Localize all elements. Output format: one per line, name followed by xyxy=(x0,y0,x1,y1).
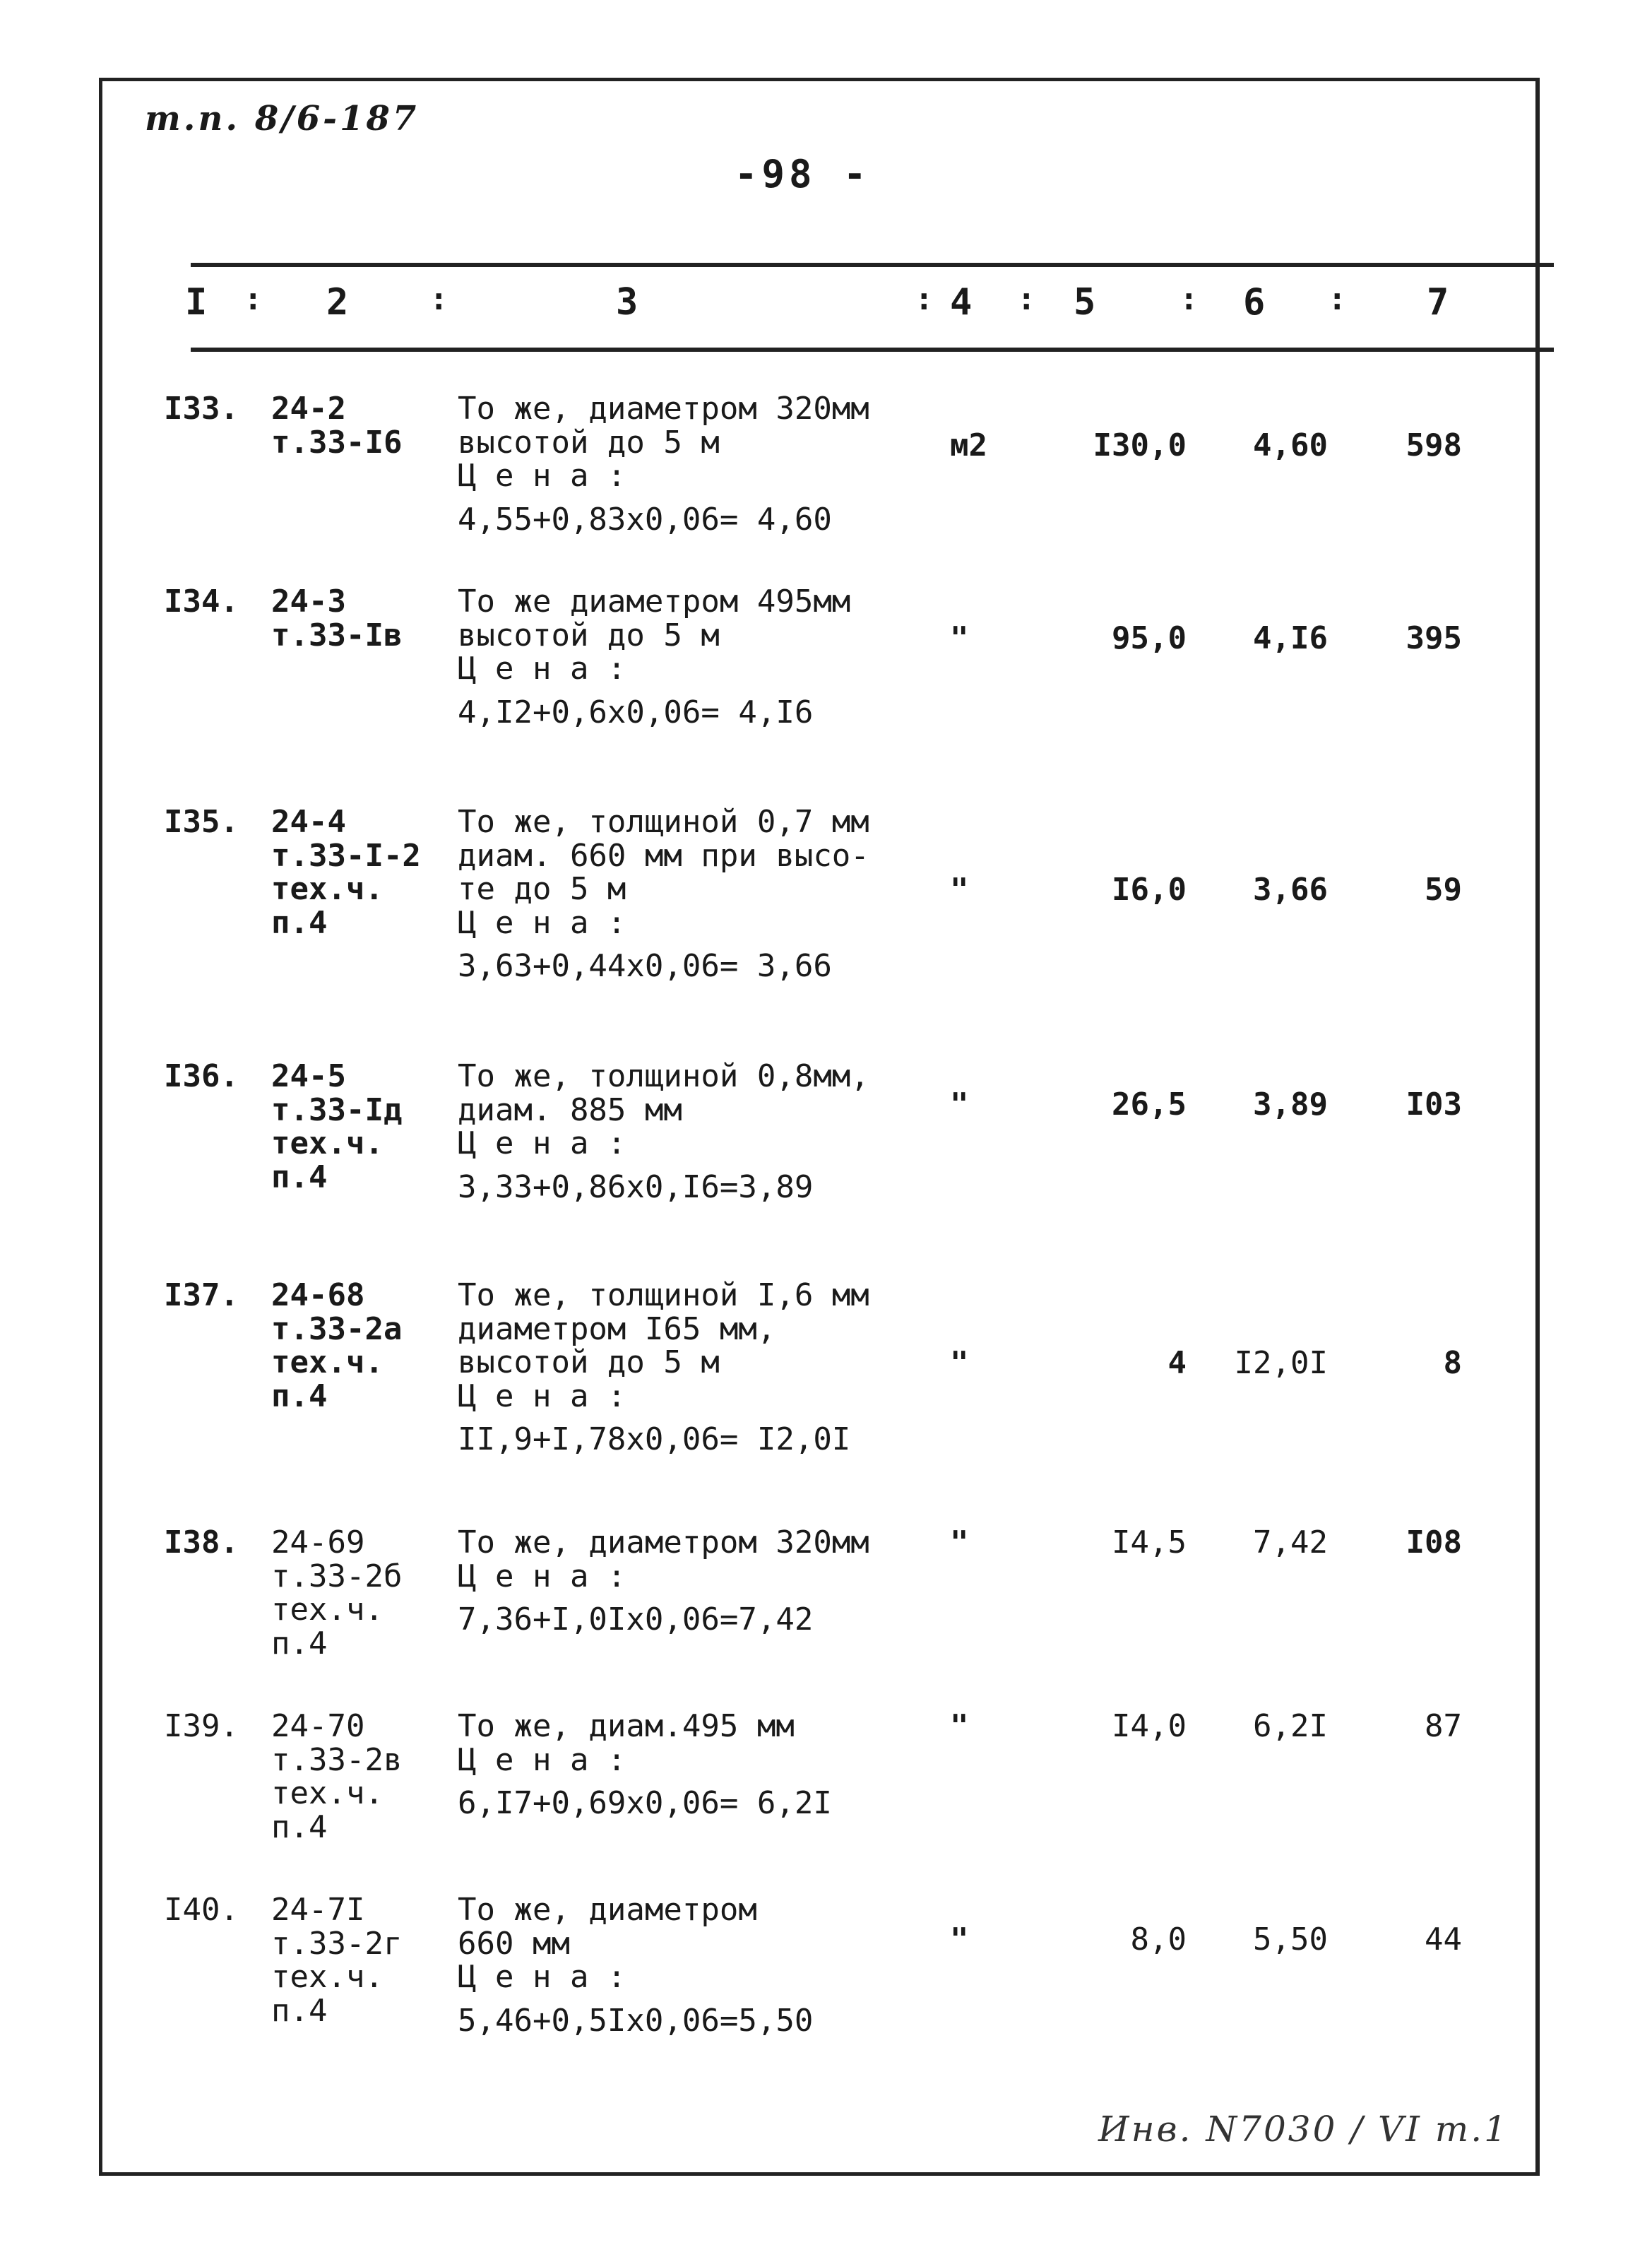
row-unit: м2 xyxy=(950,427,987,463)
table-rule-top xyxy=(191,263,1554,267)
row-code: 24-5 т.33-Iд тех.ч. п.4 xyxy=(271,1058,403,1195)
row-number: I38. xyxy=(164,1524,239,1560)
row-quantity: 26,5 xyxy=(1112,1086,1187,1122)
row-formula: 4,I2+0,6х0,06= 4,I6 xyxy=(458,694,814,730)
row-price: I2,0I xyxy=(1234,1345,1328,1381)
row-formula: 3,33+0,86х0,I6=3,89 xyxy=(458,1168,814,1205)
row-unit: " xyxy=(950,872,969,908)
row-description: То же, толщиной I,6 мм диаметром I65 мм, высотой до 5 м Ц е н а : II,9+I,78х0,06= I2,0I xyxy=(458,1279,938,1457)
col-header-6: 6 xyxy=(1243,281,1266,324)
row-price: 3,66 xyxy=(1253,872,1328,908)
document-code: т.п. 8/6-187 xyxy=(145,99,420,138)
col-separator: : xyxy=(244,281,263,317)
row-price: 5,50 xyxy=(1253,1921,1328,1957)
row-total: 87 xyxy=(1425,1708,1462,1744)
row-number: I37. xyxy=(164,1277,239,1313)
row-code: 24-4 т.33-I-2 тех.ч. п.4 xyxy=(271,804,421,941)
row-price: 7,42 xyxy=(1253,1524,1328,1560)
row-number: I34. xyxy=(164,584,239,620)
column-headers xyxy=(0,281,1652,338)
col-header-1: I xyxy=(185,281,208,324)
row-quantity: 95,0 xyxy=(1112,620,1187,656)
row-description: То же диаметром 495мм высотой до 5 м Ц е н а : 4,I2+0,6х0,06= 4,I6 xyxy=(458,585,938,729)
row-total: I03 xyxy=(1406,1086,1462,1122)
row-quantity: I6,0 xyxy=(1112,872,1187,908)
row-code: 24-7I т.33-2г тех.ч. п.4 xyxy=(271,1892,403,2029)
row-total: I08 xyxy=(1406,1524,1462,1560)
col-separator: : xyxy=(915,281,934,317)
col-separator: : xyxy=(1328,281,1347,317)
row-description: То же, диаметром 320мм Ц е н а : 7,36+I,0Iх0,06=7,42 xyxy=(458,1526,938,1637)
row-formula: II,9+I,78х0,06= I2,0I xyxy=(458,1421,851,1458)
page-number: -98 - xyxy=(735,152,871,196)
row-description: То же, диаметром 660 мм Ц е н а : 5,46+0,5Iх0,06=5,50 xyxy=(458,1893,938,2037)
row-formula: 7,36+I,0Iх0,06=7,42 xyxy=(458,1601,814,1638)
col-header-7: 7 xyxy=(1427,281,1449,324)
row-code: 24-3 т.33-Iв xyxy=(271,584,403,653)
row-quantity: I4,0 xyxy=(1112,1708,1187,1744)
row-number: I33. xyxy=(164,391,239,427)
row-total: 44 xyxy=(1425,1921,1462,1957)
row-unit: " xyxy=(950,1708,969,1744)
row-number: I39. xyxy=(164,1708,239,1744)
row-code: 24-69 т.33-2б тех.ч. п.4 xyxy=(271,1524,403,1661)
row-price: 3,89 xyxy=(1253,1086,1328,1122)
row-code: 24-2 т.33-I6 xyxy=(271,391,403,461)
row-code: 24-68 т.33-2а тех.ч. п.4 xyxy=(271,1277,403,1414)
row-formula: 6,I7+0,69х0,06= 6,2I xyxy=(458,1785,832,1822)
inventory-number: Инв. N7030 / VI т.1 xyxy=(1098,2109,1509,2150)
row-formula: 5,46+0,5Iх0,06=5,50 xyxy=(458,2002,814,2039)
row-number: I40. xyxy=(164,1892,239,1928)
col-separator: : xyxy=(1179,281,1199,317)
row-description: То же, диаметром 320мм высотой до 5 м Ц е н а : 4,55+0,83х0,06= 4,60 xyxy=(458,392,938,536)
col-separator: : xyxy=(429,281,448,317)
row-price: 6,2I xyxy=(1253,1708,1328,1744)
table-rule-bottom xyxy=(191,348,1554,352)
col-header-3: 3 xyxy=(616,281,638,324)
row-unit: " xyxy=(950,1345,969,1381)
row-formula: 3,63+0,44х0,06= 3,66 xyxy=(458,948,832,985)
row-number: I35. xyxy=(164,804,239,840)
row-description: То же, диам.495 мм Ц е н а : 6,I7+0,69х0,06= 6,2I xyxy=(458,1710,938,1820)
row-price: 4,60 xyxy=(1253,427,1328,463)
row-quantity: 4 xyxy=(1167,1345,1187,1381)
col-header-4: 4 xyxy=(950,281,973,324)
row-unit: " xyxy=(950,1086,969,1122)
row-formula: 4,55+0,83х0,06= 4,60 xyxy=(458,501,832,538)
row-quantity: 8,0 xyxy=(1130,1921,1187,1957)
row-unit: " xyxy=(950,1524,969,1560)
row-total: 395 xyxy=(1406,620,1462,656)
row-total: 8 xyxy=(1443,1345,1462,1381)
row-total: 59 xyxy=(1425,872,1462,908)
row-total: 598 xyxy=(1406,427,1462,463)
col-header-2: 2 xyxy=(326,281,349,324)
row-description: То же, толщиной 0,8мм, диам. 885 мм Ц е н а : 3,33+0,86х0,I6=3,89 xyxy=(458,1060,938,1204)
col-separator: : xyxy=(1017,281,1036,317)
row-quantity: I30,0 xyxy=(1093,427,1187,463)
row-price: 4,I6 xyxy=(1253,620,1328,656)
row-code: 24-70 т.33-2в тех.ч. п.4 xyxy=(271,1708,403,1845)
row-description: То же, толщиной 0,7 мм диам. 660 мм при высо- те до 5 м Ц е н а : 3,63+0,44х0,06= 3,66 xyxy=(458,805,938,983)
col-header-5: 5 xyxy=(1074,281,1096,324)
row-quantity: I4,5 xyxy=(1112,1524,1187,1560)
row-unit: " xyxy=(950,1921,969,1957)
row-number: I36. xyxy=(164,1058,239,1094)
row-unit: " xyxy=(950,620,969,656)
